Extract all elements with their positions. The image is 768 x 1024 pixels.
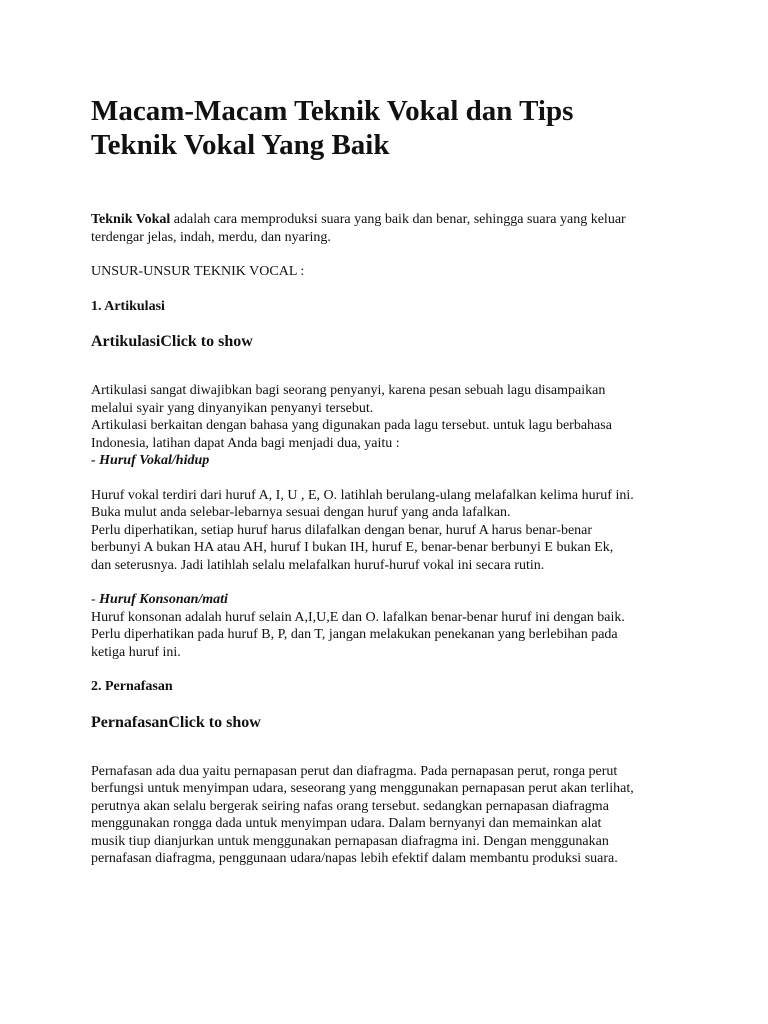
paragraph-line: Artikulasi berkaitan dengan bahasa yang digunakan pada lagu tersebut. untuk lagu berbahasa <box>91 418 612 433</box>
intro-term: Teknik Vokal <box>91 212 171 227</box>
paragraph-line: menggunakan rongga dada untuk menyimpan udara. Dalam bernyanyi dan memainkan alat <box>91 816 602 831</box>
paragraph-line: Huruf konsonan adalah huruf selain A,I,U,E dan O. lafalkan benar-benar huruf ini dengan baik. <box>91 609 625 625</box>
section-2-paragraph <box>91 763 691 868</box>
document-page <box>91 94 691 868</box>
paragraph-line: berfungsi untuk menyimpan udara, seseorang yang menggunakan pernapasan perut akan terlihat, <box>91 781 634 796</box>
section-1-toggle-heading[interactable]: ArtikulasiClick to show <box>91 333 253 350</box>
section-2-toggle-heading[interactable]: PernafasanClick to show <box>91 713 261 731</box>
intro-line-2: terdengar jelas, indah, merdu, dan nyaring. <box>91 229 331 245</box>
paragraph-line: melalui syair yang dinyanyikan penyanyi tersebut. <box>91 400 374 416</box>
paragraph-line: pernafasan diafragma, penggunaan udara/napas lebih efektif dalam membantu produksi suara. <box>91 851 618 866</box>
paragraph-line: berbunyi A bukan HA atau AH, huruf I bukan IH, huruf E, benar-benar berbunyi E bukan Ek, <box>91 540 614 555</box>
konsonan-dash: - <box>91 592 100 607</box>
paragraph-line: ketiga huruf ini. <box>91 644 181 660</box>
unsur-heading: UNSUR-UNSUR TEKNIK VOCAL : <box>91 264 305 279</box>
section-1-paragraph <box>91 382 691 470</box>
vokal-paragraph <box>91 487 691 575</box>
paragraph-line: Buka mulut anda selebar-lebarnya sesuai dengan huruf yang anda lafalkan. <box>91 505 511 520</box>
page-title-line-1: Macam-Macam Teknik Vokal dan Tips <box>91 95 574 127</box>
konsonan-paragraph <box>91 591 691 661</box>
vokal-label: - Huruf Vokal/hidup <box>91 453 210 468</box>
paragraph-line: Pernafasan ada dua yaitu pernapasan perut dan diafragma. Pada pernapasan perut, ronga perut <box>91 763 618 779</box>
intro-paragraph <box>91 211 691 246</box>
section-1-heading: 1. Artikulasi <box>91 298 165 314</box>
page-title <box>91 94 691 162</box>
paragraph-line: perutnya akan selalu bergerak seiring nafas orang tersebut. sedangkan pernapasan diafragma <box>91 798 609 814</box>
paragraph-line: Indonesia, latihan dapat Anda bagi menjadi dua, yaitu : <box>91 435 400 451</box>
paragraph-line: Perlu diperhatikan, setiap huruf harus dilafalkan dengan benar, huruf A harus benar-benar <box>91 522 593 538</box>
paragraph-line: Huruf vokal terdiri dari huruf A, I, U , E, O. latihlah berulang-ulang melafalkan kelima huruf ini. <box>91 487 634 503</box>
intro-line-1: adalah cara memproduksi suara yang baik dan benar, sehingga suara yang keluar <box>170 212 626 227</box>
paragraph-line: dan seterusnya. Jadi latihlah selalu melafalkan huruf-huruf vokal ini secara rutin. <box>91 557 545 573</box>
paragraph-line: musik tiup dianjurkan untuk menggunakan pernapasan diafragma ini. Dengan menggunakan <box>91 833 609 849</box>
konsonan-label: Huruf Konsonan/mati <box>99 592 228 607</box>
section-2-heading: 2. Pernafasan <box>91 679 173 694</box>
page-title-line-2: Teknik Vokal Yang Baik <box>91 129 390 161</box>
paragraph-line: Artikulasi sangat diwajibkan bagi seorang penyanyi, karena pesan sebuah lagu disampaikan <box>91 383 606 398</box>
paragraph-line: Perlu diperhatikan pada huruf B, P, dan T, jangan melakukan penekanan yang berlebihan pada <box>91 627 618 642</box>
